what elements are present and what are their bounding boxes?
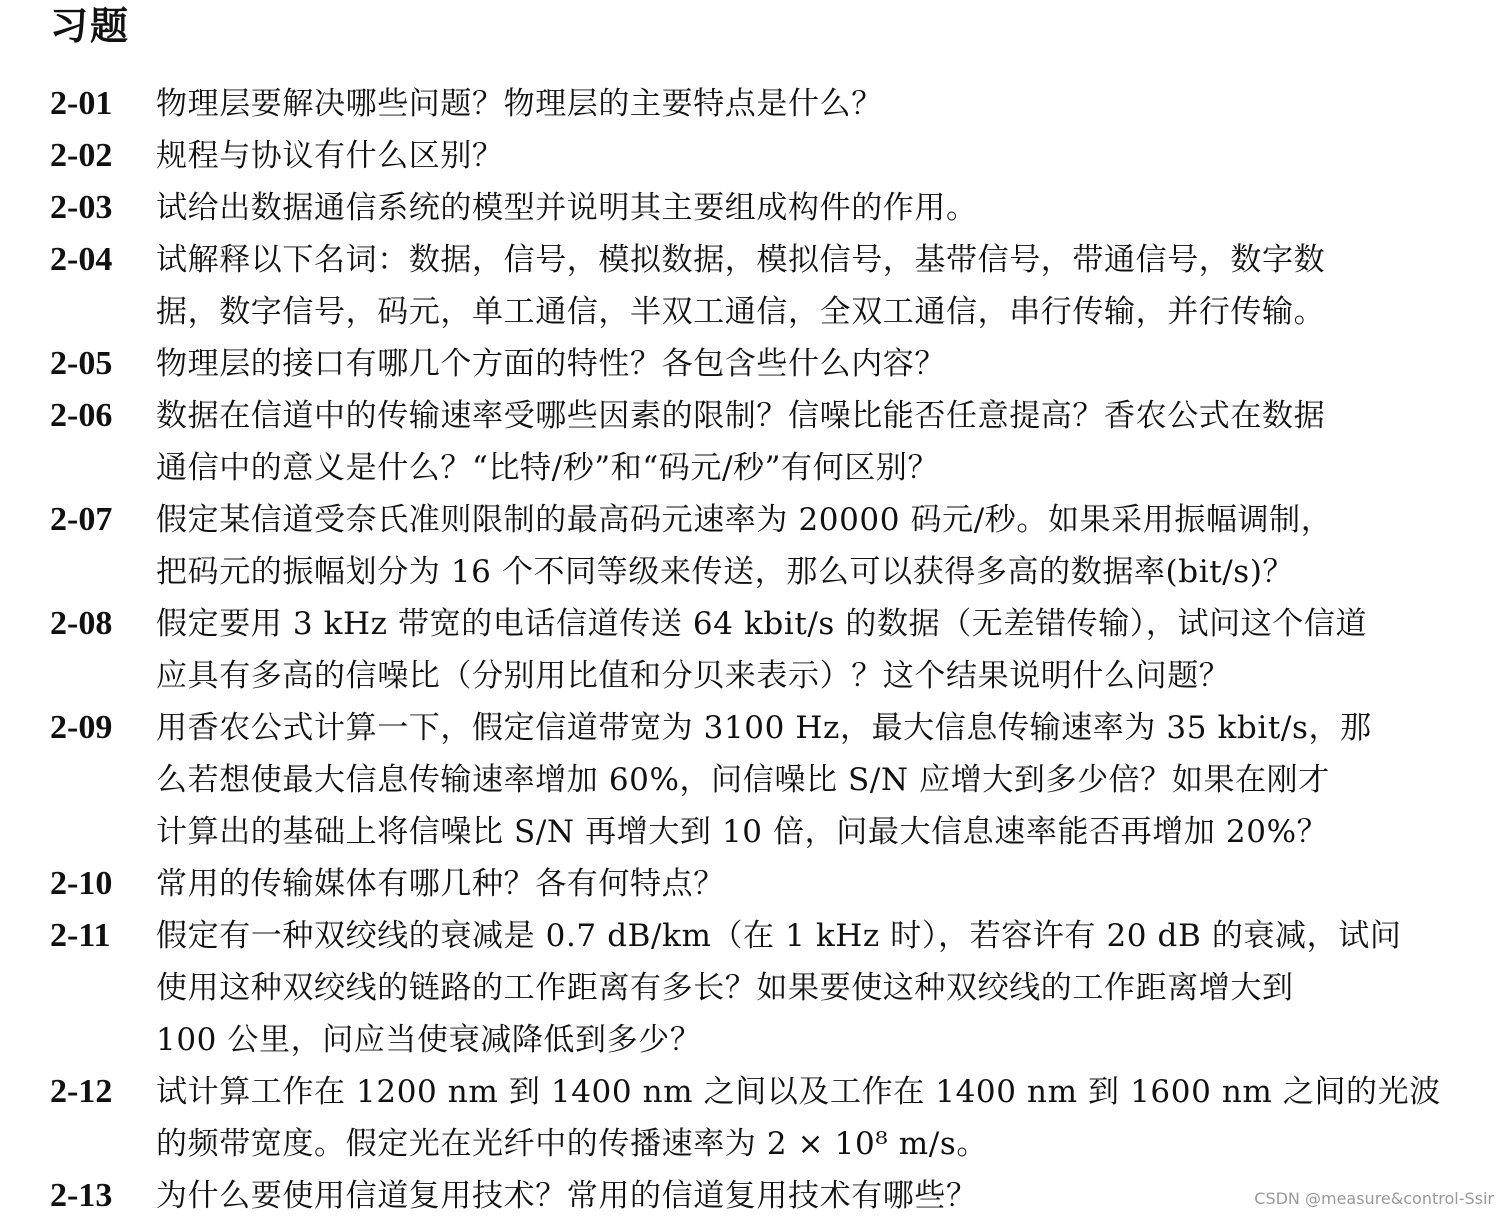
problem-text-line: 试计算工作在 1200 nm 到 1400 nm 之间以及工作在 1400 nm 到 1600 nm 之间的光波 <box>156 1074 1441 1110</box>
problem-list <box>0 78 1508 1222</box>
problem-text-line: 试解释以下名词：数据，信号，模拟数据，模拟信号，基带信号，带通信号，数字数 <box>156 242 1326 278</box>
problem-text <box>156 858 1444 910</box>
problem-number: 2-12 <box>50 1073 113 1110</box>
problem-text-line: 假定有一种双绞线的衰减是 0.7 dB/km（在 1 kHz 时），若容许有 20 dB 的衰减，试问 <box>156 918 1402 954</box>
problem-number: 2-13 <box>50 1177 113 1214</box>
problem-text <box>156 494 1444 598</box>
problem-text <box>156 182 1444 234</box>
problem-text <box>156 234 1444 338</box>
watermark: CSDN @measure&control-Ssir <box>1254 1189 1494 1208</box>
problem-text <box>156 130 1444 182</box>
problem-item <box>0 598 1508 702</box>
problem-text <box>156 910 1444 1066</box>
problem-text <box>156 390 1444 494</box>
problem-text-line: 据，数字信号，码元，单工通信，半双工通信，全双工通信，串行传输，并行传输。 <box>156 294 1326 330</box>
problem-text-line: 通信中的意义是什么？“比特/秒”和“码元/秒”有何区别？ <box>156 450 940 486</box>
problem-text-line: 计算出的基础上将信噪比 S/N 再增大到 10 倍，问最大信息速率能否再增加 20%？ <box>156 814 1329 850</box>
problem-text-line: 常用的传输媒体有哪几种？各有何特点？ <box>156 866 725 902</box>
problem-text-line: 的频带宽度。假定光在光纤中的传播速率为 2 × 10⁸ m/s。 <box>156 1126 988 1162</box>
problem-number: 2-06 <box>50 397 113 434</box>
problem-item <box>0 494 1508 598</box>
problem-item <box>0 78 1508 130</box>
problem-text-line: 么若想使最大信息传输速率增加 60%，问信噪比 S/N 应增大到多少倍？如果在刚才 <box>156 762 1330 798</box>
problem-item <box>0 390 1508 494</box>
problem-item <box>0 858 1508 910</box>
problem-number: 2-03 <box>50 189 113 226</box>
problem-text-line: 为什么要使用信道复用技术？常用的信道复用技术有哪些？ <box>156 1178 978 1214</box>
problem-text-line: 把码元的振幅划分为 16 个不同等级来传送，那么可以获得多高的数据率(bit/s)？ <box>156 554 1295 590</box>
problem-text <box>156 338 1444 390</box>
problem-item <box>0 1066 1508 1170</box>
problem-number: 2-01 <box>50 85 113 122</box>
problem-text-line: 用香农公式计算一下，假定信道带宽为 3100 Hz，最大信息传输速率为 35 kbit/s，那 <box>156 710 1372 746</box>
problem-text-line: 假定要用 3 kHz 带宽的电话信道传送 64 kbit/s 的数据（无差错传输），试问这个信道 <box>156 606 1368 642</box>
problem-number: 2-02 <box>50 137 113 174</box>
problem-text <box>156 1170 1444 1222</box>
problem-item <box>0 702 1508 858</box>
problem-item <box>0 234 1508 338</box>
problem-text <box>156 78 1444 130</box>
problem-number: 2-11 <box>50 917 111 954</box>
problem-text-line: 假定某信道受奈氏准则限制的最高码元速率为 20000 码元/秒。如果采用振幅调制， <box>156 502 1333 538</box>
problem-number: 2-08 <box>50 605 113 642</box>
problem-text-line: 数据在信道中的传输速率受哪些因素的限制？信噪比能否任意提高？香农公式在数据 <box>156 398 1326 434</box>
problem-text <box>156 1066 1444 1170</box>
problem-number: 2-07 <box>50 501 113 538</box>
page-title: 习题 <box>50 4 131 48</box>
problem-text-line: 100 公里，问应当使衰减降低到多少？ <box>156 1022 702 1058</box>
problem-item <box>0 182 1508 234</box>
problem-text-line: 试给出数据通信系统的模型并说明其主要组成构件的作用。 <box>156 190 978 226</box>
problem-text-line: 使用这种双绞线的链路的工作距离有多长？如果要使这种双绞线的工作距离增大到 <box>156 970 1294 1006</box>
problem-item <box>0 910 1508 1066</box>
problem-text-line: 规程与协议有什么区别？ <box>156 138 504 174</box>
problem-text <box>156 598 1444 702</box>
problem-text <box>156 702 1444 858</box>
problem-item <box>0 130 1508 182</box>
problem-text-line: 物理层的接口有哪几个方面的特性？各包含些什么内容？ <box>156 346 946 382</box>
problem-number: 2-04 <box>50 241 113 278</box>
problem-item <box>0 338 1508 390</box>
problem-number: 2-09 <box>50 709 113 746</box>
problem-text-line: 应具有多高的信噪比（分别用比值和分贝来表示）？这个结果说明什么问题？ <box>156 658 1231 694</box>
problem-number: 2-10 <box>50 865 113 902</box>
problem-number: 2-05 <box>50 345 113 382</box>
problem-text-line: 物理层要解决哪些问题？物理层的主要特点是什么？ <box>156 86 883 122</box>
